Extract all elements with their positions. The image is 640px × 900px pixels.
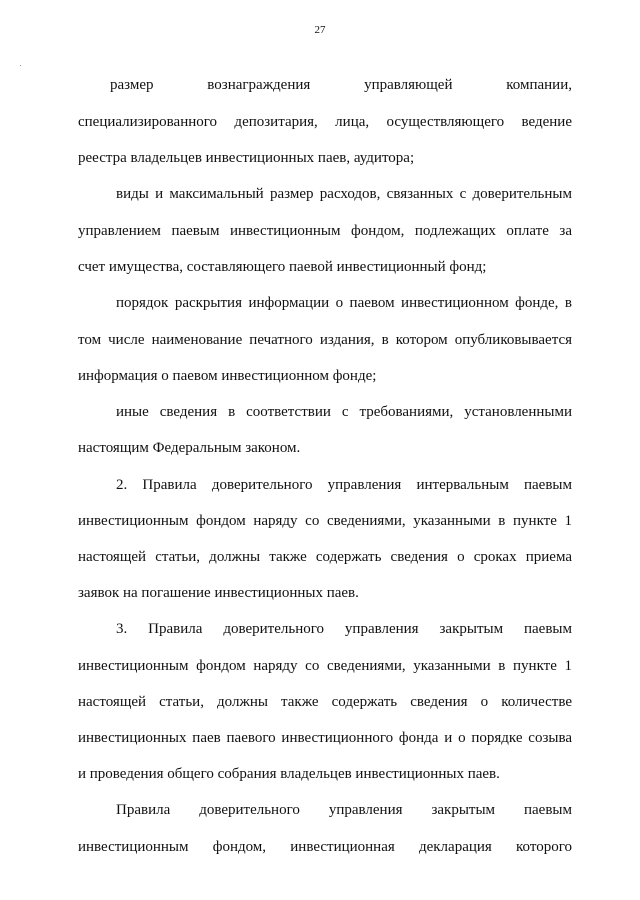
text-line: 2. Правила доверительного управления интервальным паевым xyxy=(116,477,572,493)
text-line: размер вознаграждения управляющей компании, xyxy=(110,77,572,93)
text-line: виды и максимальный размер расходов, связанных с доверительным xyxy=(116,186,572,202)
text-line: настоящим Федеральным законом. xyxy=(78,440,301,456)
text-line: счет имущества, составляющего паевой инвестиционный фонд; xyxy=(78,259,487,275)
text-line: инвестиционных паев паевого инвестиционного фонда и о порядке созыва xyxy=(78,730,572,746)
text-line: порядок раскрытия информации о паевом инвестиционном фонде, в xyxy=(116,295,572,311)
text-line: инвестиционным фондом наряду со сведениями, указанными в пункте 1 xyxy=(78,513,572,529)
text-line: специализированного депозитария, лица, осуществляющего ведение xyxy=(78,114,572,130)
text-line: 3. Правила доверительного управления закрытым паевым xyxy=(116,621,572,637)
text-line: настоящей статьи, должны также содержать сведения о количестве xyxy=(78,694,572,710)
scan-speck xyxy=(20,65,21,66)
text-line: инвестиционным фондом, инвестиционная декларация которого xyxy=(78,839,572,855)
text-line: настоящей статьи, должны также содержать сведения о сроках приема xyxy=(78,549,572,565)
text-line: информация о паевом инвестиционном фонде; xyxy=(78,368,377,384)
text-line: заявок на погашение инвестиционных паев. xyxy=(78,585,359,601)
page-number: 27 xyxy=(314,24,326,36)
text-line: и проведения общего собрания владельцев инвестиционных паев. xyxy=(78,766,500,782)
text-line: управлением паевым инвестиционным фондом, подлежащих оплате за xyxy=(78,223,572,239)
text-line: инвестиционным фондом наряду со сведениями, указанными в пункте 1 xyxy=(78,658,572,674)
text-line: иные сведения в соответствии с требованиями, установленными xyxy=(116,404,572,420)
text-line: реестра владельцев инвестиционных паев, аудитора; xyxy=(78,150,415,166)
text-line: Правила доверительного управления закрытым паевым xyxy=(116,802,572,818)
text-line: том числе наименование печатного издания, в котором опубликовывается xyxy=(78,332,572,348)
